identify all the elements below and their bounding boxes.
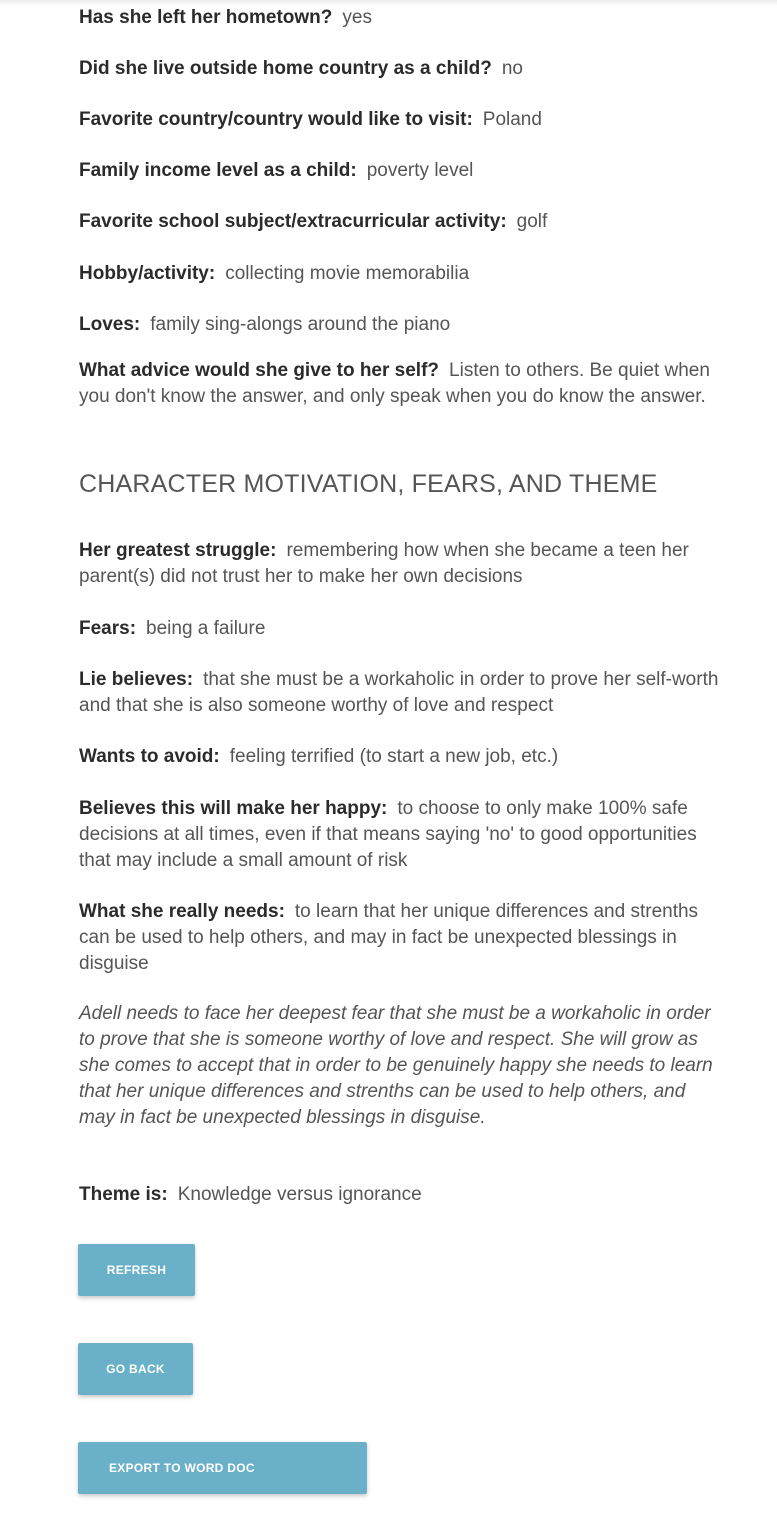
detail-value: poverty level: [366, 160, 474, 181]
detail-value: yes: [342, 7, 372, 28]
export-to-word-button[interactable]: EXPORT TO WORD DOC: [78, 1442, 367, 1494]
detail-label: What advice would she give to her self?: [79, 360, 440, 381]
motivation-greatest-struggle: [79, 538, 724, 590]
motivation-value: to choose to only make 100% safe decisions at all times, even if that means saying 'no' to good opportunities that may include a small amount of risk: [79, 798, 697, 871]
section-heading: CHARACTER MOTIVATION, FEARS, AND THEME: [79, 470, 658, 498]
detail-label: Favorite country/country would like to visit:: [79, 109, 473, 130]
detail-advice: [79, 358, 724, 410]
detail-hobby: [79, 261, 724, 287]
motivation-value: to learn that her unique differences and strenths can be used to help others, and may in fact be unexpected blessings in disguise: [79, 901, 699, 974]
motivation-value: feeling terrified (to start a new job, etc.): [229, 746, 559, 767]
detail-favorite-country: [79, 107, 724, 133]
detail-value: family sing-alongs around the piano: [150, 314, 451, 335]
motivation-label: Lie believes:: [79, 669, 194, 690]
motivation-value: being a failure: [146, 618, 266, 639]
detail-value: Poland: [482, 109, 542, 130]
character-arc-summary: Adell needs to face her deepest fear that she must be a workaholic in order to prove that she is someone worthy of love and respect. She will grow as she comes to accept that in order to be genuinely happy she needs to learn that her unique differences and strenths can be used to help others, and may in fact be unexpected blessings in disguise.: [79, 1003, 713, 1128]
detail-loves: [79, 312, 724, 338]
refresh-button[interactable]: REFRESH: [78, 1244, 195, 1296]
theme-row: [79, 1182, 724, 1208]
motivation-really-needs: [79, 899, 724, 977]
motivation-label: Believes this will make her happy:: [79, 798, 388, 819]
detail-label: Did she live outside home country as a child?: [79, 58, 492, 79]
detail-label: Loves:: [79, 314, 141, 335]
theme-label: Theme is:: [79, 1184, 168, 1205]
motivation-label: Her greatest struggle:: [79, 540, 277, 561]
detail-lived-abroad: [79, 56, 724, 82]
motivation-label: What she really needs:: [79, 901, 285, 922]
detail-label: Family income level as a child:: [79, 160, 357, 181]
detail-label: Favorite school subject/extracurricular activity:: [79, 211, 507, 232]
go-back-button[interactable]: GO BACK: [78, 1343, 193, 1395]
detail-value: collecting movie memorabilia: [225, 263, 470, 284]
motivation-believes-happy: [79, 796, 724, 874]
motivation-label: Wants to avoid:: [79, 746, 220, 767]
detail-label: Has she left her hometown?: [79, 7, 333, 28]
motivation-label: Fears:: [79, 618, 137, 639]
detail-value: no: [501, 58, 523, 79]
detail-value: golf: [516, 211, 548, 232]
detail-label: Hobby/activity:: [79, 263, 216, 284]
detail-left-hometown: [79, 5, 724, 31]
theme-value: Knowledge versus ignorance: [177, 1184, 422, 1205]
motivation-value: remembering how when she became a teen her parent(s) did not trust her to make her own decisions: [79, 540, 689, 587]
detail-value: Listen to others. Be quiet when you don't know the answer, and only speak when you do know the answer.: [79, 360, 710, 407]
motivation-value: that she must be a workaholic in order to prove her self-worth and that she is also someone worthy of love and respect: [79, 669, 719, 716]
detail-school-subject: [79, 209, 724, 235]
motivation-fears: [79, 616, 724, 642]
motivation-lie-believes: [79, 667, 724, 719]
detail-family-income: [79, 158, 724, 184]
motivation-wants-to-avoid: [79, 744, 724, 770]
